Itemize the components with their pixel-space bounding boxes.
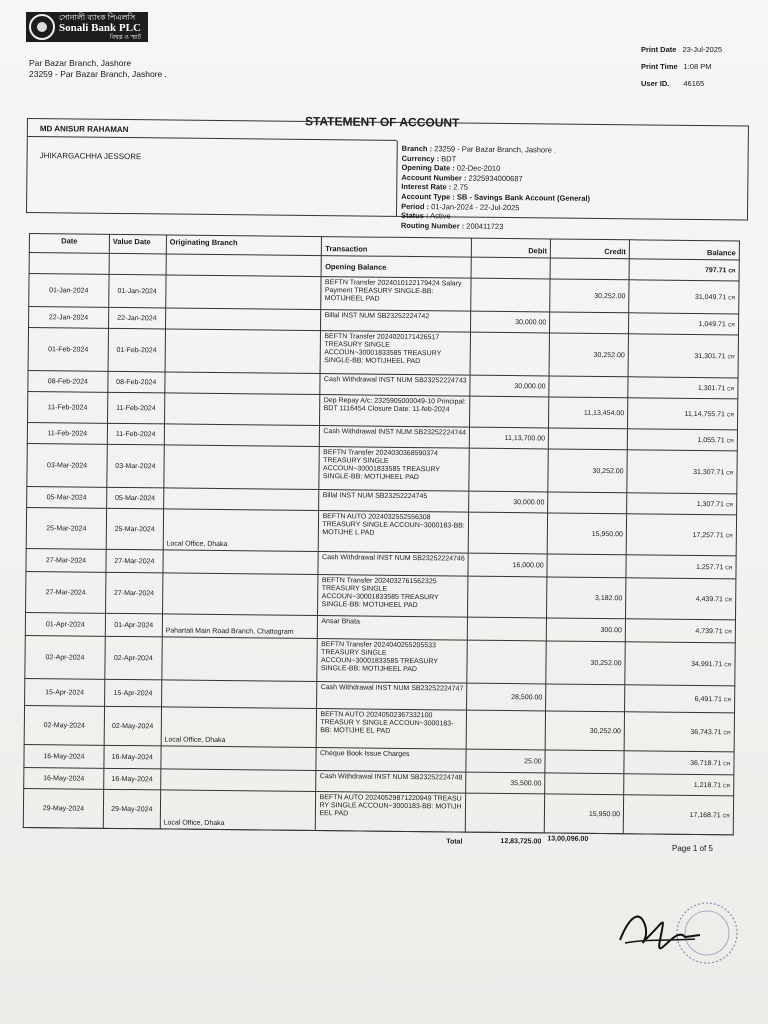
row-balance: 17,257.71 CR <box>626 514 736 556</box>
row-balance: 31,307.71 CR <box>627 450 737 494</box>
row-credit: 30,252.00 <box>545 711 624 751</box>
row-debit <box>470 396 549 428</box>
row-branch <box>165 372 321 395</box>
row-balance: 31,049.71 CR <box>629 280 739 314</box>
row-value-date: 05-Mar-2024 <box>106 487 163 509</box>
row-branch <box>161 680 317 709</box>
row-debit <box>468 512 547 554</box>
row-credit: 30,252.00 <box>548 449 627 493</box>
row-debit <box>468 617 547 641</box>
row-transaction: Ansar Bhata <box>318 616 468 641</box>
row-date: 16-May-2024 <box>24 744 104 768</box>
row-date: 25-Mar-2024 <box>26 507 106 549</box>
branch-line-2: 23259 - Par Bazar Branch, Jashore . <box>29 69 167 79</box>
table-row <box>28 328 738 378</box>
row-debit <box>466 710 545 750</box>
user-id: User ID. 46165 <box>641 79 705 88</box>
row-value-date: 15-Apr-2024 <box>104 679 161 707</box>
row-value-date: 16-May-2024 <box>104 768 161 790</box>
row-balance: 6,491.71 CR <box>625 685 735 713</box>
table-row <box>27 443 737 493</box>
bank-name-bn: সোনালী ব্যাংক পিএলসি <box>59 12 136 22</box>
row-value-date: 25-Mar-2024 <box>106 508 163 550</box>
row-branch <box>163 488 319 511</box>
row-value-date: 11-Feb-2024 <box>107 392 164 424</box>
row-branch <box>162 573 318 616</box>
row-credit: 11,13,454.00 <box>549 397 628 429</box>
row-date: 29-May-2024 <box>23 788 103 828</box>
row-branch <box>165 275 321 310</box>
row-date: 05-Mar-2024 <box>27 486 107 508</box>
opening-balance: 797.71 CR <box>629 259 739 281</box>
row-branch: Pahartali Main Road Branch, Chattogram <box>162 614 318 639</box>
row-transaction: BEFTN Transfer 2024032761562325 TREASURY SINGLE ACCOUN~30001833585 TREASURY SINGLE-BB: MOTIJHEEL PAD <box>318 575 468 618</box>
customer-address: JHIKARGACHHA JESSORE <box>39 151 142 162</box>
row-branch <box>162 637 318 682</box>
header-credit: Credit <box>550 239 629 259</box>
row-value-date: 01-Apr-2024 <box>105 613 162 637</box>
total-credit: 13,00,096.00 <box>547 835 589 843</box>
transactions-table <box>23 233 740 850</box>
row-transaction: Cash Withdrawal INST NUM SB23252224743 <box>320 374 470 397</box>
row-credit: 30,252.00 <box>546 641 625 685</box>
row-branch <box>164 424 320 447</box>
row-value-date: 08-Feb-2024 <box>108 371 165 393</box>
row-transaction: Cash Withdrawal INST NUM SB23252224746 <box>318 552 468 577</box>
row-balance: 1,055.71 CR <box>627 429 737 451</box>
row-date: 15-Apr-2024 <box>25 678 105 706</box>
bank-name-en: Sonali Bank PLC <box>59 21 141 34</box>
row-date: 02-May-2024 <box>24 705 104 745</box>
row-balance: 1,218.71 CR <box>624 774 734 796</box>
row-value-date: 22-Jan-2024 <box>108 307 165 329</box>
row-date: 01-Feb-2024 <box>28 328 108 372</box>
row-branch <box>164 445 320 490</box>
page-number: Page 1 of 5 <box>672 844 713 853</box>
row-branch: Local Office, Dhaka <box>161 707 317 748</box>
row-credit <box>550 312 629 334</box>
row-branch <box>163 550 319 575</box>
row-balance: 36,718.71 CR <box>624 751 734 775</box>
row-branch <box>161 746 317 771</box>
row-date: 22-Jan-2024 <box>29 307 109 329</box>
row-transaction: BEFTN Transfer 2024040255205533 TREASURY SINGLE ACCOUN~30001833585 TREASURY SINGLE-BB: MOTIJHEEL PAD <box>317 639 467 684</box>
row-debit <box>466 793 545 833</box>
table-row <box>25 635 735 685</box>
transactions-table-wrap <box>23 233 740 850</box>
row-transaction: Billal INST NUM SB23252224745 <box>319 490 469 513</box>
row-credit: 300.00 <box>546 618 625 642</box>
row-debit: 11,13,700.00 <box>470 427 549 449</box>
row-branch: Local Office, Dhaka <box>163 509 319 552</box>
row-debit <box>468 576 547 618</box>
row-branch <box>164 393 320 426</box>
row-debit: 30,000.00 <box>469 491 548 513</box>
row-credit <box>546 684 625 712</box>
row-date: 01-Apr-2024 <box>25 612 105 636</box>
branch-line-1: Par Bazar Branch, Jashore <box>29 58 132 68</box>
row-debit <box>470 332 549 376</box>
row-branch <box>160 769 316 792</box>
header-date: Date <box>29 234 109 254</box>
row-value-date: 01-Jan-2024 <box>109 274 166 308</box>
row-transaction: BEFTN AUTO 2024032552556308 TREASURY SINGLE ACCOUN~3000183-BB: MOTIJHE L PAD <box>319 511 469 554</box>
row-credit: 15,950.00 <box>544 794 623 834</box>
row-balance: 34,991.71 CR <box>625 642 735 686</box>
row-debit: 35,500.00 <box>466 772 545 794</box>
row-credit <box>548 492 627 514</box>
row-credit: 3,182.00 <box>547 577 626 619</box>
row-date: 08-Feb-2024 <box>28 370 108 392</box>
row-transaction: Cash Withdrawal INST NUM SB23252224748 <box>316 771 466 794</box>
row-credit <box>545 773 624 795</box>
row-transaction: BEFTN AUTO 20240529871220949 TREASU RY SINGLE ACCOUN~3000183-BB: MOTIJH EEL PAD <box>316 792 466 833</box>
row-value-date: 11-Feb-2024 <box>107 423 164 445</box>
row-value-date: 27-Mar-2024 <box>105 572 162 614</box>
row-debit <box>471 278 550 312</box>
opening-label: Opening Balance <box>322 256 472 279</box>
row-debit: 30,000.00 <box>470 375 549 397</box>
row-value-date: 02-May-2024 <box>104 706 161 746</box>
row-credit <box>547 554 626 578</box>
bank-tagline: বিশ্বস্ত ও স্মার্ট <box>109 34 141 41</box>
row-transaction: Dep Repay A/c: 2325905000049-10 Principal: BDT 1116454 Closure Date: 11-feb-2024 <box>320 395 470 428</box>
row-date: 27-Mar-2024 <box>26 548 106 572</box>
row-value-date: 03-Mar-2024 <box>107 444 164 488</box>
row-transaction: Cash Withdrawal INST NUM SB23252224747 <box>317 682 467 711</box>
total-label: Total <box>446 838 463 846</box>
row-debit: 28,500.00 <box>467 683 546 711</box>
header-balance: Balance <box>629 240 739 260</box>
row-date: 16-May-2024 <box>24 767 104 789</box>
print-time: Print Time 1:08 PM <box>641 62 712 71</box>
row-balance: 1,049.71 CR <box>629 313 739 335</box>
account-details: Branch : 23259 - Par Bazar Branch, Jashore . Currency : BDT Opening Date : 02-Dec-2010 Account Number : 2325934000687 Interest Rate : 2.75 Account Type : SB - Savings Bank Account (General) Period : 01-Jan-2024 - 22-Jul-2025 Status : Active Routing Number : 200411723 <box>400 143 591 231</box>
row-balance: 36,743.71 CR <box>624 712 734 752</box>
header-transaction: Transaction <box>322 237 472 258</box>
row-transaction: BEFTN AUTO 20240502367332100 TREASUR Y SINGLE ACCOUN~3000183-BB: MOTIJHE EL PAD <box>317 709 467 750</box>
bank-logo <box>26 12 148 42</box>
row-debit: 16,000.00 <box>468 553 547 577</box>
row-balance: 1,257.71 CR <box>626 555 736 579</box>
row-credit <box>545 750 624 774</box>
row-balance: 4,739.71 CR <box>625 619 735 643</box>
print-date: Print Date 23-Jul-2025 <box>641 45 723 54</box>
row-debit <box>469 448 548 492</box>
row-credit: 30,252.00 <box>549 333 628 377</box>
row-branch <box>165 329 321 374</box>
row-debit: 30,000.00 <box>471 311 550 333</box>
row-credit: 30,252.00 <box>550 279 629 313</box>
row-balance: 1,301.71 CR <box>628 377 738 399</box>
row-branch: Local Office, Dhaka <box>160 790 316 831</box>
header-branch: Originating Branch <box>166 235 322 256</box>
row-date: 02-Apr-2024 <box>25 635 105 679</box>
row-branch <box>165 308 321 331</box>
row-debit <box>467 640 546 684</box>
row-date: 11-Feb-2024 <box>27 422 107 444</box>
row-debit: 25.00 <box>466 749 545 773</box>
row-balance: 11,14,755.71 CR <box>628 398 738 430</box>
header-debit: Debit <box>472 238 551 258</box>
row-value-date: 16-May-2024 <box>104 745 161 769</box>
row-balance: 1,307.71 CR <box>627 493 737 515</box>
row-value-date: 01-Feb-2024 <box>108 328 165 372</box>
row-transaction: Cheque Book Issue Charges <box>316 748 466 773</box>
signature-stamp <box>615 895 745 975</box>
row-transaction: Cash Withdrawal INST NUM SB23252224744 <box>320 426 470 449</box>
account-info-box <box>26 118 749 231</box>
row-credit: 15,950.00 <box>547 513 626 555</box>
row-balance: 4,439.71 CR <box>626 578 736 620</box>
row-transaction: BEFTN Transfer 2024010122179424 Salary Payment TREASURY SINGLE-BB: MOTIJHEEL PAD <box>321 277 471 312</box>
row-credit <box>549 376 628 398</box>
bank-emblem-icon <box>29 14 55 40</box>
row-balance: 17,168.71 CR <box>623 795 733 835</box>
row-value-date: 29-May-2024 <box>103 789 160 829</box>
row-date: 03-Mar-2024 <box>27 443 107 487</box>
header-value-date: Value Date <box>109 234 166 254</box>
row-date: 11-Feb-2024 <box>28 391 108 423</box>
row-value-date: 02-Apr-2024 <box>105 636 162 680</box>
row-value-date: 27-Mar-2024 <box>106 549 163 573</box>
row-date: 01-Jan-2024 <box>29 274 109 308</box>
row-balance: 31,301.71 CR <box>628 334 738 378</box>
row-transaction: Billal INST NUM SB23252224742 <box>321 310 471 333</box>
row-transaction: BEFTN Transfer 2024020171426517 TREASURY SINGLE ACCOUN~30001833585 TREASURY SINGLE-BB: MOTIJHEEL PAD <box>320 331 470 376</box>
customer-name: MD ANISUR RAHAMAN <box>39 124 129 135</box>
row-date: 27-Mar-2024 <box>26 571 106 613</box>
row-transaction: BEFTN Transfer 2024030368590374 TREASURY SINGLE ACCOUN~30001833585 TREASURY SINGLE-BB: MOTIJHEEL PAD <box>319 447 469 492</box>
total-debit: 12,83,725.00 <box>500 837 542 846</box>
row-credit <box>548 428 627 450</box>
statement-title: STATEMENT OF ACCOUNT <box>304 114 460 130</box>
